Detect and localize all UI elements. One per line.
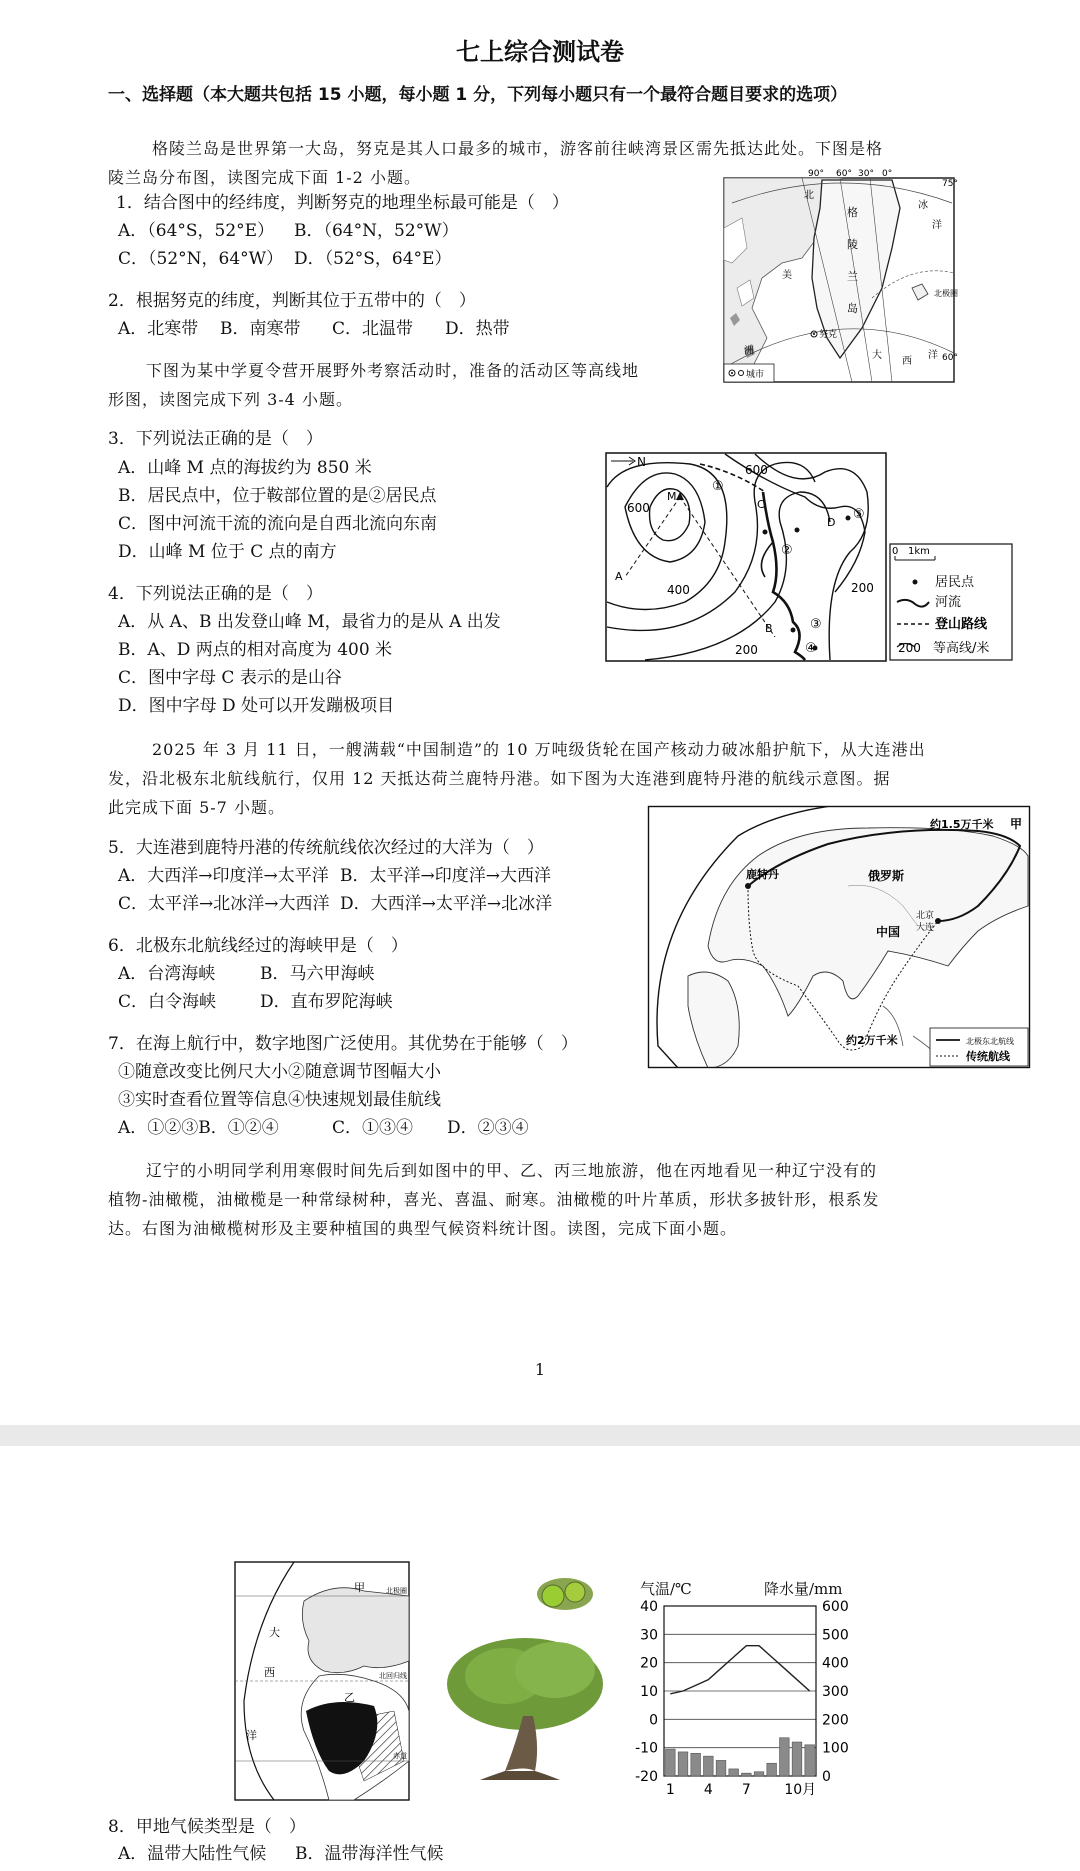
temp-line [670,1646,809,1694]
question-4-stem: 4．下列说法正确的是（ ） [108,584,323,604]
contour-label-200b: 200 [851,581,874,595]
precip-axis-title: 降水量/mm [764,1580,843,1598]
scale-km: 1km [908,546,930,557]
precip-bar [767,1763,777,1776]
settlement-1: ① [712,479,724,494]
q3-option-a[interactable]: A．山峰 M 点的海拔约为 850 米 [118,458,372,478]
settlement-3: ③ [810,617,822,632]
legend-river-label: 河流 [935,595,962,610]
label-nuuk: 努克 [819,330,838,340]
q4-option-c[interactable]: C．图中字母 C 表示的是山谷 [118,668,342,688]
intro-paragraph-1: 格陵兰岛是世界第一大岛，努克是其人口最多的城市，游客前往峡湾景区需先抵达此处。下图是格 陵兰岛分布图，读图完成下面 1-2 小题。 [108,139,884,187]
label-russia: 俄罗斯 [868,869,905,883]
q6-option-a[interactable]: A．台湾海峡 [118,964,216,984]
month-tick-label: 1 [665,1782,675,1798]
question-6-stem: 6．北极东北航线经过的海峡甲是（ ） [108,936,408,956]
label-zhou: 洲 [744,346,754,357]
label-dalian: 大连 [916,923,935,933]
settlement-5: ⑤ [853,507,865,522]
temp-tick-label: 20 [640,1655,658,1672]
route-map [648,806,1030,1068]
label-equator: 赤道 [393,1752,407,1760]
precip-bar [678,1752,688,1776]
temp-axis-title: 气温/℃ [640,1580,692,1598]
section-heading: 一、选择题（本大题共包括 15 小题，每小题 1 分，下列每小题只有一个最符合题目要求的选项） [108,85,848,105]
q1-option-a[interactable]: A．（64°S，52°E） [118,221,275,241]
q6-option-c[interactable]: C．白令海峡 [118,992,217,1012]
greenland-map [722,168,956,384]
q5-option-a[interactable]: A．大西洋→印度洋→太平洋 [118,866,329,886]
question-2-stem: 2．根据努克的纬度，判断其位于五带中的（ ） [108,291,476,311]
point-B: B [765,622,773,635]
contour-label-600a: 600 [627,501,650,515]
label-bing: 冰 [918,200,928,211]
q2-option-d[interactable]: D．热带 [445,319,510,339]
precip-bar [792,1742,802,1776]
label-beijing: 北京 [916,911,935,921]
label-da: 大 [269,1626,280,1639]
q3-option-b[interactable]: B．居民点中，位于鞍部位置的是②居民点 [118,486,437,506]
contour-label-600b: 600 [745,463,768,477]
q1-option-c[interactable]: C．（52°N，64°W） [118,249,284,269]
q5-option-b[interactable]: B．太平洋→印度洋→大西洋 [340,866,551,886]
legend-contour-num: 200 [898,641,921,655]
page-number: 1 [534,1360,546,1379]
temp-tick-label: 0 [649,1712,658,1729]
intro-paragraph-2: 下图为某中学夏令营开展野外考察活动时，准备的活动区等高线地 形图，读图完成下列 3-4 小题。 [108,361,640,409]
label-arctic-circle: 北极圈 [386,1587,407,1595]
temp-tick-label: 30 [640,1627,658,1644]
q8-option-a[interactable]: A．温带大陆性气候 [118,1844,267,1864]
q4-option-d[interactable]: D．图中字母 D 处可以开发蹦极项目 [118,696,395,716]
label-yang: 洋 [246,1729,257,1742]
label-jia: 甲 [354,1581,365,1594]
island-char-4: 岛 [847,302,858,315]
question-3-stem: 3．下列说法正确的是（ ） [108,429,323,449]
legend-route-label: 登山路线 [935,617,988,632]
olive-tree-image [445,1566,635,1796]
precip-bar [729,1769,739,1776]
page-title: 七上综合测试卷 [456,38,624,66]
lon-label-60: 60° [836,169,852,179]
point-C: C [757,498,765,511]
q2-option-c[interactable]: C．北温带 [332,319,414,339]
label-xi: 西 [902,356,912,367]
contour-map [605,452,1015,664]
point-D: D [827,516,836,529]
label-xi: 西 [264,1666,275,1679]
contour-label-200a: 200 [735,643,758,657]
q4-option-a[interactable]: A．从 A、B 出发登山峰 M，最省力的是从 A 出发 [118,612,501,632]
question-1-stem: 1．结合图中的经纬度，判断努克的地理坐标最可能是（ ） [116,193,569,213]
month-tick-label: 4 [703,1782,713,1798]
precip-bar [780,1738,790,1776]
climate-chart [612,1596,862,1806]
precip-tick-label: 300 [822,1684,849,1700]
q7-option-c[interactable]: C．①③④ [332,1118,414,1138]
label-china: 中国 [876,925,901,939]
contour-label-400: 400 [667,583,690,597]
scale-zero: 0 [892,546,899,557]
label-yang: 洋 [932,220,942,231]
lon-label-0: 0° [882,169,893,179]
q6-option-b[interactable]: B．马六甲海峡 [260,964,375,984]
precip-tick-label: 0 [822,1769,831,1785]
precip-bar [704,1756,714,1776]
label-jia: 甲 [1010,817,1023,831]
route-label-north: 约1.5万千米 [930,818,994,831]
precip-tick-label: 500 [822,1627,849,1644]
q2-option-b[interactable]: B．南寒带 [220,319,301,339]
temp-tick-label: 40 [640,1599,658,1615]
q2-option-a[interactable]: A．北寒带 [118,319,199,339]
q1-option-d[interactable]: D．（52°S，64°E） [294,249,452,269]
q7-item-line-1: ①随意改变比例尺大小②随意调节图幅大小 [118,1062,441,1082]
temp-tick-label: -10 [635,1740,658,1757]
route-label-south: 约2万千米 [846,1034,898,1047]
island-char-2: 陵 [847,238,858,251]
precip-bar [805,1745,815,1776]
temp-tick-label: 10 [640,1684,658,1700]
q3-option-d[interactable]: D．山峰 M 位于 C 点的南方 [118,542,337,562]
precip-bar [754,1772,764,1776]
precip-tick-label: 200 [822,1712,849,1729]
label-arctic-circle: 北极圈 [934,289,958,298]
label-tropic: 北回归线 [379,1672,407,1680]
q7-item-line-2: ③实时查看位置等信息④快速规划最佳航线 [118,1090,441,1110]
q4-option-b[interactable]: B．A、D 两点的相对高度为 400 米 [118,640,393,660]
q6-option-d[interactable]: D．直布罗陀海峡 [260,992,393,1012]
precip-tick-label: 100 [822,1740,849,1757]
q7-option-ab[interactable]: A．①②③B．①②④ [118,1118,279,1138]
label-yang2: 洋 [928,350,938,361]
q5-option-c[interactable]: C．太平洋→北冰洋→大西洋 [118,894,330,914]
label-rotterdam: 鹿特丹 [746,868,779,881]
lon-label-90: 90° [808,169,824,179]
intro-paragraph-3: 2025 年 3 月 11 日，一艘满载“中国制造”的 10 万吨级货轮在国产核动力破冰船护航下，从大连港出 发，沿北极东北航线航行，仅用 12 天抵达荷兰鹿特丹港。如下图为大连港到鹿特丹港的航线示意图。据 此完成下面 5-7 小题。 [108,740,926,817]
month-tick-label: 7 [741,1782,751,1798]
label-da: 大 [872,350,882,361]
q7-option-d[interactable]: D．②③④ [447,1118,529,1138]
q1-option-b[interactable]: B．（64°N，52°W） [294,221,459,241]
settlement-2: ② [781,543,793,558]
month-tick-label: 10月 [784,1782,817,1798]
legend-settlement-icon [913,580,918,585]
label-yi: 乙 [344,1691,355,1704]
label-north: 北 [804,190,814,201]
precip-bar [691,1753,701,1776]
legend-traditional-route-label: 传统航线 [966,1050,1010,1063]
precip-bar [666,1749,676,1776]
island-char-3: 兰 [847,270,858,283]
legend-city-label: 城市 [746,370,765,380]
exam-page-2 [0,1446,1080,1871]
question-5-stem: 5．大连港到鹿特丹港的传统航线依次经过的大洋为（ ） [108,838,544,858]
legend-settlement-label: 居民点 [935,575,975,590]
q5-option-d[interactable]: D．大西洋→太平洋→北冰洋 [340,894,553,914]
lat-label-60: 60° [942,353,958,363]
point-M: M [667,490,677,503]
precip-bar [742,1773,752,1776]
precip-tick-label: 600 [822,1599,849,1615]
question-7-stem: 7．在海上航行中，数字地图广泛使用。其优势在于能够（ ） [108,1034,578,1054]
precip-bar [716,1760,726,1776]
label-mei: 美 [782,270,792,281]
legend-arctic-route-label: 北极东北航线 [966,1037,1014,1046]
q8-option-b[interactable]: B．温带海洋性气候 [295,1844,444,1864]
legend-contour-label: 等高线/米 [933,641,990,656]
island-char-1: 格 [847,206,858,219]
north-label: N [637,455,646,469]
europe-africa-map [234,1561,410,1801]
intro-paragraph-4: 辽宁的小明同学利用寒假时间先后到如图中的甲、乙、丙三地旅游，他在丙地看见一种辽宁没有的 植物-油橄榄，油橄榄是一种常绿树种，喜光、喜温、耐寒。油橄榄的叶片革质，形状多披针形，根系发 达。右图为油橄榄树形及主要种植国的典型气候资料统计图。读图，完成下面小题。 [108,1161,880,1238]
temp-tick-label: -20 [635,1769,658,1785]
precip-tick-label: 400 [822,1655,849,1672]
point-A: A [615,570,623,583]
lat-label-75: 75° [942,179,958,189]
q3-option-c[interactable]: C．图中河流干流的流向是自西北流向东南 [118,514,438,534]
question-8-stem: 8．甲地气候类型是（ ） [108,1817,306,1837]
lon-label-30: 30° [858,169,874,179]
settlement-4: ④ [805,641,817,656]
